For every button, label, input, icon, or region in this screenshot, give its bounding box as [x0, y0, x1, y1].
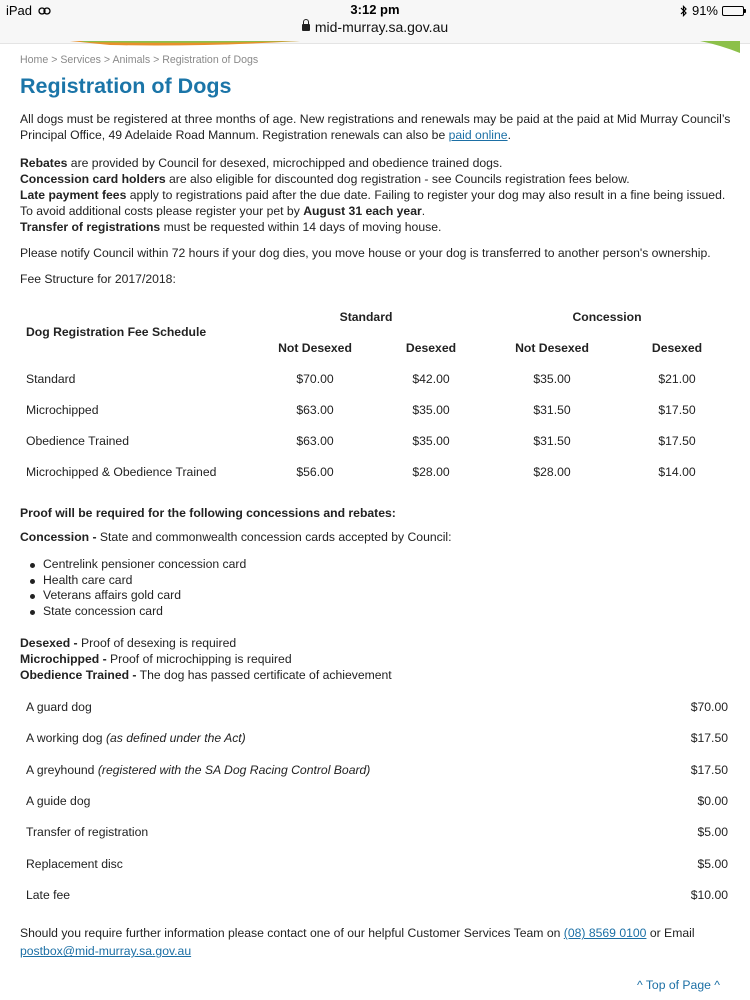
fee-note: (registered with the SA Dog Racing Control Board) [97, 762, 371, 777]
fee-cell: $35.00 [412, 402, 450, 417]
table-row [20, 456, 732, 487]
row-label: Microchipped [26, 402, 99, 417]
bluetooth-icon [680, 5, 688, 17]
proof-title: Proof will be required for the following concessions and rebates: [20, 506, 396, 520]
status-right [680, 3, 744, 18]
table-row [20, 691, 732, 722]
fee-table-group-header [20, 301, 732, 332]
fee-name: A guard dog [26, 700, 92, 715]
standard-not-desexed-header: Not Desexed [278, 340, 352, 355]
fee-cell: $42.00 [412, 371, 450, 386]
table-row [20, 754, 732, 785]
fee-cell: $17.50 [658, 402, 696, 417]
other-fees-table [20, 691, 732, 910]
intro-end: . [507, 128, 511, 142]
fee-note: (as defined under the Act) [105, 731, 246, 746]
rebates-bold: Rebates [20, 156, 68, 170]
row-label: Obedience Trained [26, 433, 129, 448]
fee-cell: $17.50 [658, 433, 696, 448]
standard-desexed-header: Desexed [405, 340, 457, 355]
table-row [20, 425, 732, 456]
fee-cell: $56.00 [296, 464, 334, 479]
concession-text: are also eligible for discounted dog registration - see Councils registration fees below. [165, 172, 630, 186]
fee-schedule-header: Dog Registration Fee Schedule [26, 325, 207, 339]
battery-percent: 91% [691, 3, 718, 18]
paid-online-link[interactable]: paid online [448, 128, 508, 142]
late-fees-text: apply to registrations paid after the due date. Failing to register your dog may also result in a fine being issued. To avoid additional costs please register your pet by [20, 188, 726, 218]
fee-amount: $17.50 [690, 731, 728, 746]
fee-amount: $17.50 [690, 762, 728, 777]
rebates-paragraph [20, 155, 732, 235]
obedience-bold: Obedience Trained - [20, 668, 137, 683]
transfer-bold: Transfer of registrations [20, 220, 161, 234]
fee-cell: $35.00 [533, 371, 571, 386]
battery-icon [722, 6, 744, 16]
fee-structure-label: Fee Structure for 2017/2018: [20, 272, 176, 286]
standard-group-header: Standard [339, 309, 393, 324]
main-content [20, 52, 732, 968]
desexed-bold: Desexed - [20, 636, 78, 651]
concession-group-header: Concession [572, 309, 642, 324]
fee-cell: $70.00 [296, 371, 334, 386]
table-row [20, 363, 732, 394]
intro-text: All dogs must be registered at three months of age. New registrations and renewals may be paid at the paid at Mid Murray Council’s Principal Office, 49 Adelaide Road Mannum. Registration renewals can also be [20, 112, 731, 142]
breadcrumb[interactable]: Home > Services > Animals > Registration of Dogs [20, 54, 259, 66]
table-row [20, 848, 732, 879]
contact-paragraph [20, 924, 732, 960]
due-end: . [421, 204, 426, 218]
row-label: Standard [26, 371, 76, 386]
page-title: Registration of Dogs [20, 74, 232, 98]
browser-status-bar [0, 0, 750, 44]
fee-name: Transfer of registration [26, 825, 149, 840]
address-bar[interactable] [0, 19, 750, 35]
microchipped-text: Proof of microchipping is required [106, 652, 292, 667]
fee-cell: $14.00 [658, 464, 696, 479]
rebates-text: are provided by Council for desexed, microchipped and obedience trained dogs. [67, 156, 503, 170]
transfer-text: must be requested within 14 days of moving house. [160, 220, 442, 234]
due-date-bold: August 31 each year [303, 204, 422, 218]
list-item: Veterans affairs gold card [28, 588, 732, 604]
concession-cards-intro [20, 529, 732, 545]
concession-label-bold: Concession - [20, 530, 97, 544]
desexed-text: Proof of desexing is required [77, 636, 237, 651]
fee-amount: $5.00 [697, 856, 728, 871]
concession-desexed-header: Desexed [651, 340, 703, 355]
concession-not-desexed-header: Not Desexed [515, 340, 589, 355]
fee-amount: $10.00 [690, 887, 728, 902]
phone-link[interactable]: (08) 8569 0100 [563, 926, 647, 941]
fee-name: Late fee [26, 887, 71, 902]
fee-cell: $28.00 [533, 464, 571, 479]
device-label: iPad [6, 3, 33, 18]
lock-icon [302, 24, 310, 31]
table-row [20, 394, 732, 425]
status-time: 3:12 pm [350, 2, 400, 17]
email-link[interactable]: postbox@mid-murray.sa.gov.au [20, 944, 192, 959]
table-row [20, 723, 732, 754]
fee-name: A working dog [26, 731, 106, 746]
url-text: mid-murray.sa.gov.au [314, 19, 449, 35]
fee-cell: $31.50 [533, 433, 571, 448]
list-item: Health care card [28, 573, 732, 589]
intro-paragraph [20, 111, 732, 143]
fee-name: A greyhound [26, 762, 98, 777]
contact-text: Should you require further information please contact one of our helpful Customer Services Team on [20, 926, 564, 941]
fee-amount: $0.00 [697, 793, 728, 808]
row-label: Microchipped & Obedience Trained [26, 464, 217, 479]
table-row [20, 785, 732, 816]
fee-cell: $63.00 [296, 402, 334, 417]
fee-amount: $5.00 [697, 825, 728, 840]
concession-card-list [28, 557, 732, 619]
proof-requirements [20, 635, 732, 683]
notify-paragraph: Please notify Council within 72 hours if your dog dies, you move house or your dog is transferred to another person's ownership. [20, 246, 711, 260]
list-item: Centrelink pensioner concession card [28, 557, 732, 573]
fee-cell: $21.00 [658, 371, 696, 386]
fee-name: Replacement disc [26, 856, 123, 871]
fee-cell: $63.00 [296, 433, 334, 448]
list-item: State concession card [28, 604, 732, 620]
concession-label-text: State and commonwealth concession cards accepted by Council: [96, 530, 452, 544]
fee-name: A guide dog [26, 793, 91, 808]
obedience-text: The dog has passed certificate of achievement [136, 668, 392, 683]
top-of-page-link[interactable]: ^ Top of Page ^ [636, 978, 720, 992]
table-row [20, 879, 732, 910]
concession-bold: Concession card holders [20, 172, 166, 186]
late-fees-bold: Late payment fees [20, 188, 127, 202]
contact-middle: or Email [646, 926, 695, 941]
fee-cell: $35.00 [412, 433, 450, 448]
microchipped-bold: Microchipped - [20, 652, 107, 667]
table-row [20, 817, 732, 848]
fee-cell: $31.50 [533, 402, 571, 417]
fee-table [20, 301, 732, 487]
fee-amount: $70.00 [690, 700, 728, 715]
fee-cell: $28.00 [412, 464, 450, 479]
